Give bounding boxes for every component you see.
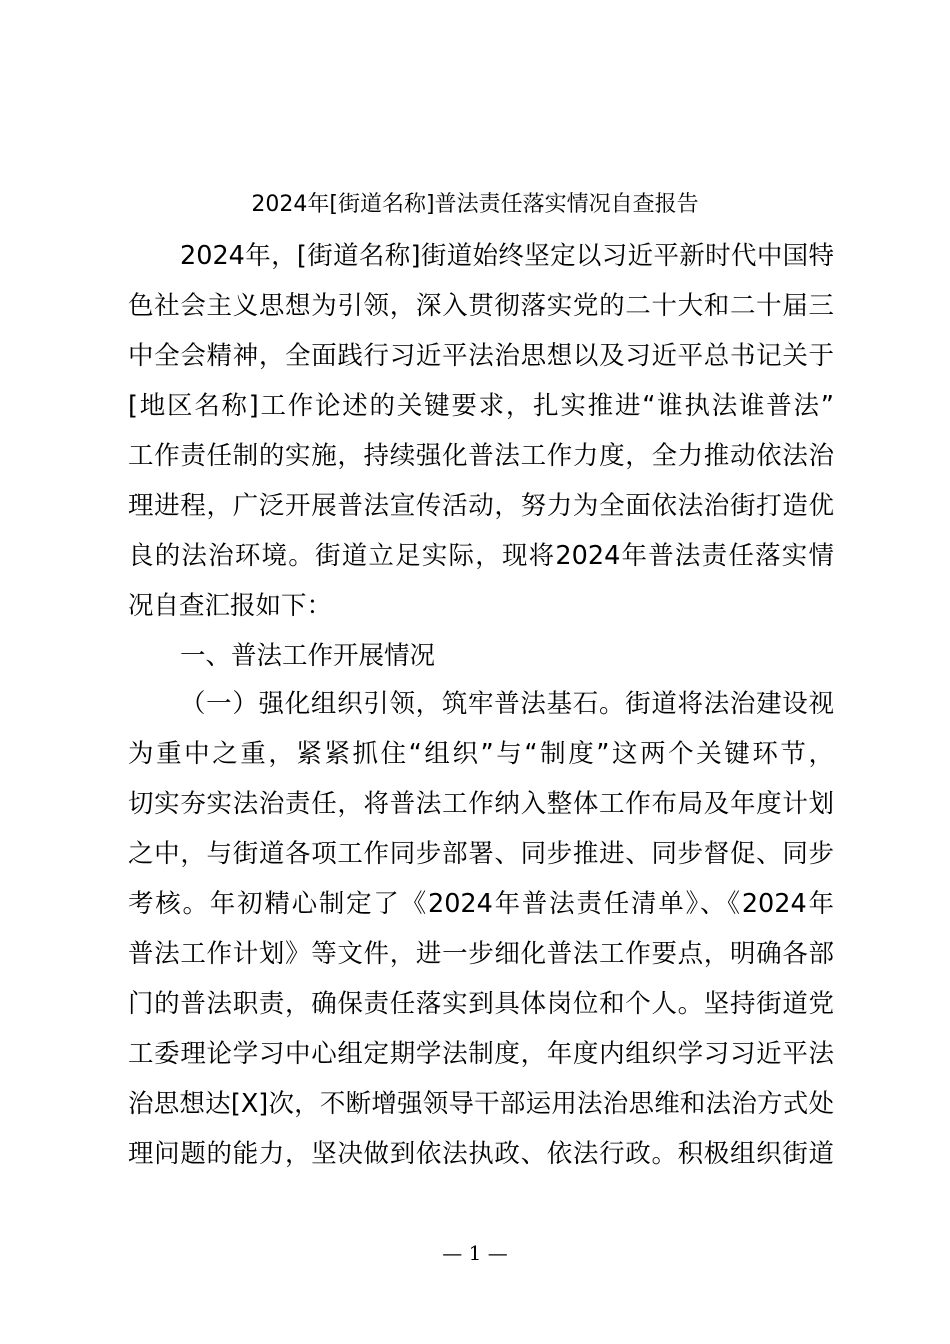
text-line: 色社会主义思想为引领，深入贯彻落实党的二十大和二十届三	[128, 291, 834, 321]
text-line: 门的普法职责，确保责任落实到具体岗位和个人。坚持街道党	[128, 989, 834, 1019]
text-line: 考核。年初精心制定了《2024年普法责任清单》、《2024年	[128, 889, 834, 919]
intro-paragraph	[128, 231, 834, 631]
text-line: 况自查汇报如下：	[128, 591, 333, 621]
text-line: 理问题的能力，坚决做到依法执政、依法行政。积极组织街道	[128, 1139, 834, 1169]
text-line: 为重中之重，紧紧抓住“组织”与“制度”这两个关键环节，	[128, 739, 834, 769]
text-line: 理进程，广泛开展普法宣传活动，努力为全面依法治街打造优	[128, 491, 834, 521]
text-line: 治思想达[X]次，不断增强领导干部运用法治思维和法治方式处	[128, 1089, 834, 1119]
text-line: 之中，与街道各项工作同步部署、同步推进、同步督促、同步	[128, 839, 834, 869]
section-heading: 一、普法工作开展情况	[180, 641, 436, 671]
text-line: 良的法治环境。街道立足实际，现将2024年普法责任落实情	[128, 541, 834, 571]
page-number: — 1 —	[442, 1241, 508, 1265]
text-line: 普法工作计划》等文件，进一步细化普法工作要点，明确各部	[128, 939, 834, 969]
section-paragraph	[128, 679, 834, 1179]
document-title: 2024年[街道名称]普法责任落实情况自查报告	[251, 192, 699, 217]
text-line: [地区名称]工作论述的关键要求，扎实推进“谁执法谁普法”	[128, 391, 834, 421]
text-line: 工作责任制的实施，持续强化普法工作力度，全力推动依法治	[128, 441, 834, 471]
text-line: 中全会精神，全面践行习近平法治思想以及习近平总书记关于	[128, 341, 834, 371]
text-line: 2024年，[街道名称]街道始终坚定以习近平新时代中国特	[180, 241, 834, 271]
text-line: 工委理论学习中心组定期学法制度，年度内组织学习习近平法	[128, 1039, 834, 1069]
text-line: （一）强化组织引领，筑牢普法基石。街道将法治建设视	[180, 689, 834, 719]
text-line: 切实夯实法治责任，将普法工作纳入整体工作布局及年度计划	[128, 789, 834, 819]
